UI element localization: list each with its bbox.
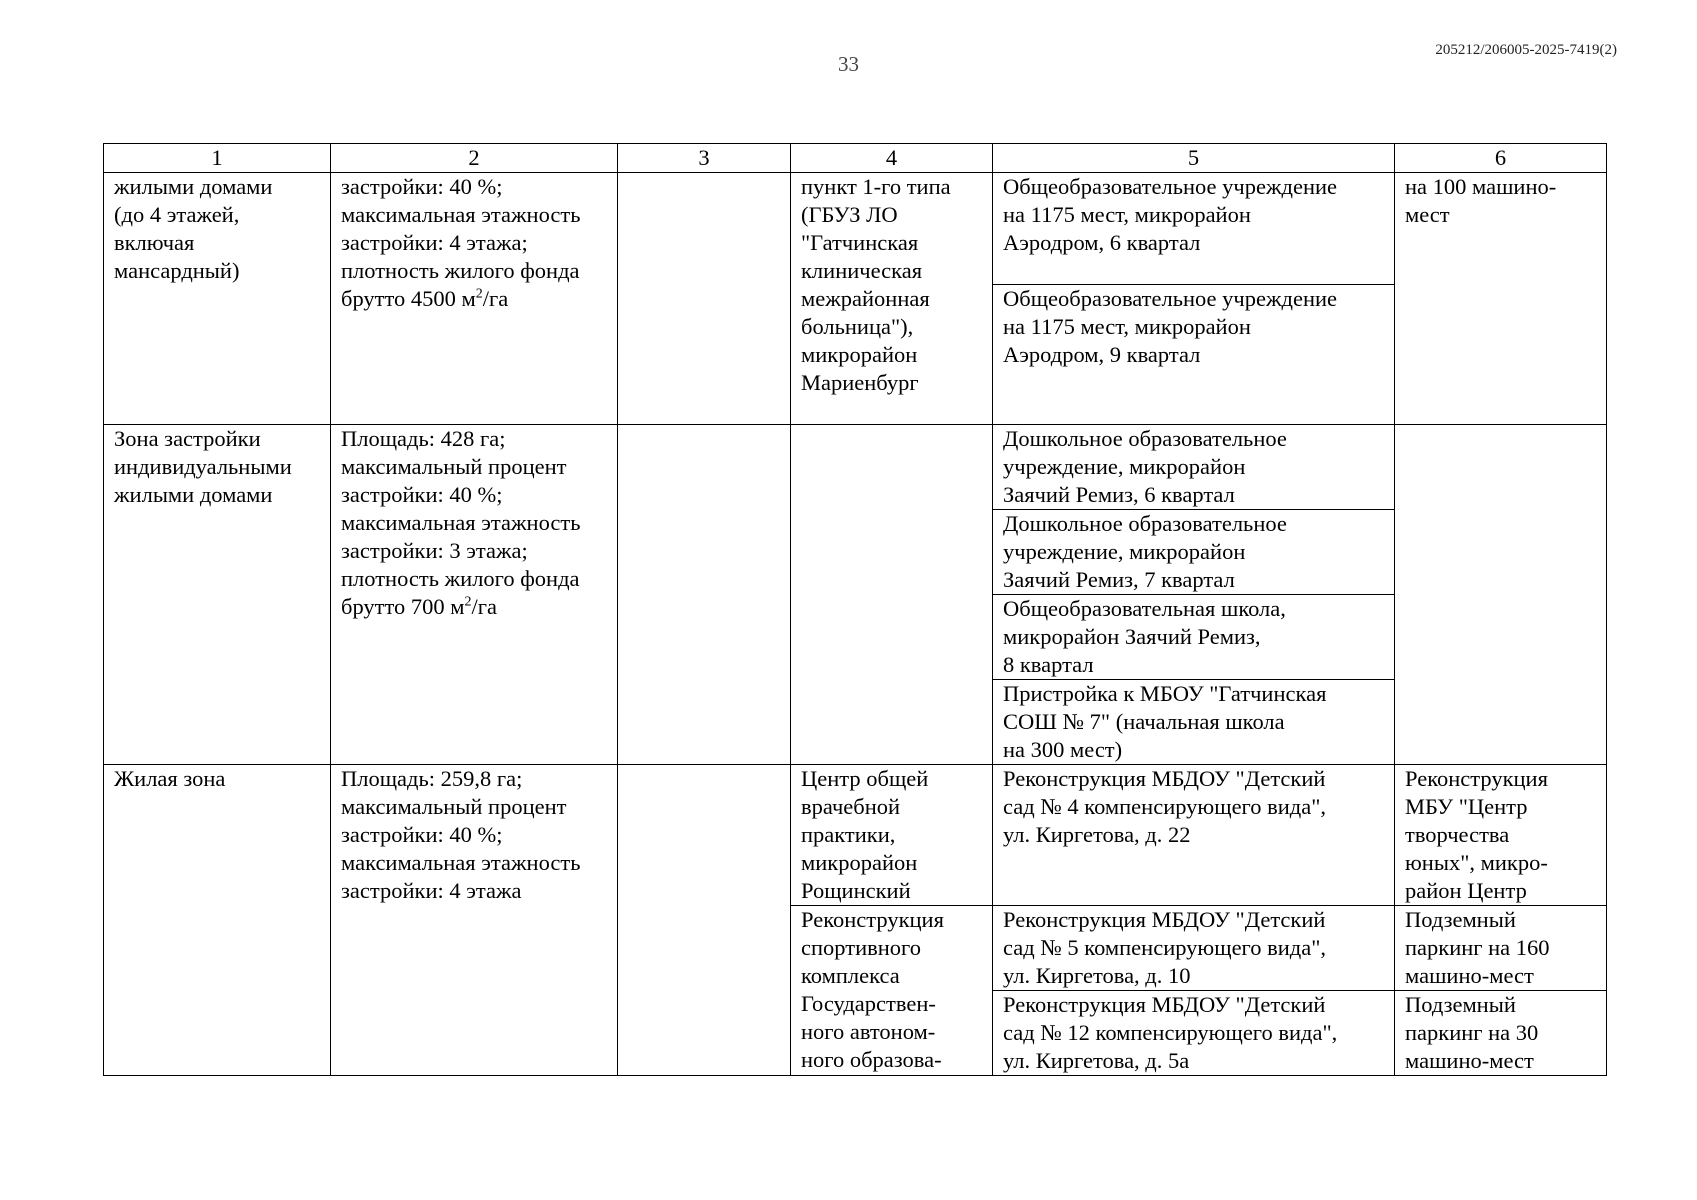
cell-line: паркинг на 160: [1405, 935, 1550, 960]
empty-cell: [1395, 425, 1607, 765]
cell-line: учреждение, микрорайон: [1003, 454, 1246, 479]
cell-line: Реконструкция: [1405, 766, 1548, 791]
cell-line: Зона застройки: [114, 426, 261, 451]
education-facility-cell: [993, 765, 1395, 906]
cell-line: плотность жилого фонда: [341, 566, 580, 591]
cell-line: сад № 5 компенсирующего вида",: [1003, 935, 1327, 960]
density-text: брутто 700 м: [341, 594, 465, 619]
cell-line: Мариенбург: [801, 370, 919, 395]
empty-cell: [791, 425, 993, 765]
parking-cell: [1395, 906, 1607, 991]
education-facility-cell: [993, 510, 1395, 595]
cell-line: на 1175 мест, микрорайон: [1003, 202, 1251, 227]
cell-line: сад № 12 компенсирующего вида",: [1003, 1020, 1338, 1045]
cell-line: ул. Киргетова, д. 5а: [1003, 1048, 1190, 1073]
empty-cell: [618, 425, 791, 765]
facility-cell: [791, 765, 993, 906]
cell-line: комплекса: [801, 963, 900, 988]
cell-line: включая: [114, 230, 195, 255]
column-number: 1: [104, 144, 331, 173]
cell-line: больница"),: [801, 314, 914, 339]
cell-line: Подземный: [1405, 907, 1516, 932]
cell-line: на 300 мест): [1003, 737, 1123, 762]
cell-line: МБУ "Центр: [1405, 794, 1528, 819]
cell-line: плотность жилого фонда: [341, 258, 580, 283]
cell-line: мест: [1405, 202, 1450, 227]
education-facility-cell: [993, 173, 1395, 285]
cell-line: клиническая: [801, 258, 923, 283]
cell-line: учреждение, микрорайон: [1003, 539, 1246, 564]
cell-line: застройки: 40 %;: [341, 174, 503, 199]
cell-line: на 1175 мест, микрорайон: [1003, 314, 1251, 339]
cell-line: (до 4 этажей,: [114, 202, 240, 227]
cell-line: Государствен-: [801, 991, 936, 1016]
cell-line: Площадь: 259,8 га;: [341, 766, 523, 791]
cell-line: 8 квартал: [1003, 652, 1094, 677]
cell-line: "Гатчинская: [801, 230, 919, 255]
education-facility-cell: [993, 680, 1395, 765]
cell-line: Центр общей: [801, 766, 929, 791]
cell-line: ул. Киргетова, д. 22: [1003, 822, 1191, 847]
cell-line: спортивного: [801, 935, 921, 960]
cell-line: Пристройка к МБОУ "Гатчинская: [1003, 681, 1327, 706]
empty-cell: [618, 765, 791, 1076]
cell-line: врачебной: [801, 794, 901, 819]
cell-line: [341, 285, 607, 313]
zone-name-cell: [104, 173, 331, 425]
cell-line: (ГБУЗ ЛО: [801, 202, 898, 227]
culture-facility-cell: [1395, 765, 1607, 906]
cell-line: на 100 машино-: [1405, 174, 1557, 199]
cell-line: микрорайон Заячий Ремиз,: [1003, 624, 1261, 649]
cell-line: район Центр: [1405, 878, 1527, 903]
parking-cell: [1395, 991, 1607, 1076]
cell-line: Реконструкция: [801, 907, 944, 932]
cell-line: Дошкольное образовательное: [1003, 511, 1287, 536]
cell-line: Аэродром, 9 квартал: [1003, 342, 1201, 367]
column-number: 4: [791, 144, 993, 173]
superscript: 2: [475, 286, 483, 302]
column-number: 2: [331, 144, 618, 173]
cell-line: сад № 4 компенсирующего вида",: [1003, 794, 1327, 819]
column-number: 3: [618, 144, 791, 173]
cell-line: микрорайон: [801, 850, 918, 875]
cell-line: Общеобразовательная школа,: [1003, 596, 1286, 621]
facility-cell: [791, 173, 993, 425]
cell-line: максимальный процент: [341, 454, 567, 479]
cell-line: СОШ № 7" (начальная школа: [1003, 709, 1285, 734]
cell-line: Аэродром, 6 квартал: [1003, 230, 1201, 255]
page-number: 33: [838, 52, 859, 76]
education-facility-cell: [993, 595, 1395, 680]
cell-line: застройки: 4 этажа: [341, 878, 522, 903]
document-id: 205212/206005-2025-7419(2): [1435, 42, 1617, 58]
cell-line: практики,: [801, 822, 896, 847]
superscript: 2: [464, 594, 472, 610]
zoning-table: [103, 143, 1607, 1076]
cell-line: Реконструкция МБДОУ "Детский: [1003, 766, 1326, 791]
cell-line: Общеобразовательное учреждение: [1003, 286, 1338, 311]
table-row: [104, 765, 1607, 906]
cell-line: ного образова-: [801, 1047, 942, 1072]
cell-line: максимальная этажность: [341, 202, 581, 227]
table-row: [104, 425, 1607, 510]
zone-parameters-cell: [331, 425, 618, 765]
cell-line: максимальный процент: [341, 794, 567, 819]
cell-line: Рощинский: [801, 878, 911, 903]
zone-name-cell: [104, 425, 331, 765]
cell-line: юных", микро-: [1405, 850, 1548, 875]
cell-line: мансардный): [114, 258, 240, 283]
parking-cell: [1395, 173, 1607, 425]
column-number: 6: [1395, 144, 1607, 173]
cell-line: Площадь: 428 га;: [341, 426, 506, 451]
cell-line: застройки: 4 этажа;: [341, 230, 528, 255]
education-facility-cell: [993, 285, 1395, 425]
empty-cell: [618, 173, 791, 425]
cell-line: застройки: 40 %;: [341, 822, 503, 847]
cell-line: ного автоном-: [801, 1019, 936, 1044]
cell-line: максимальная этажность: [341, 510, 581, 535]
density-unit: /га: [482, 286, 509, 311]
cell-line: [341, 593, 607, 621]
cell-line: жилыми домами: [114, 482, 273, 507]
density-text: брутто 4500 м: [341, 286, 476, 311]
cell-line: Заячий Ремиз, 7 квартал: [1003, 567, 1235, 592]
cell-line: машино-мест: [1405, 963, 1534, 988]
cell-line: застройки: 3 этажа;: [341, 538, 528, 563]
zone-parameters-cell: [331, 765, 618, 1076]
cell-line: жилыми домами: [114, 174, 273, 199]
cell-line: творчества: [1405, 822, 1510, 847]
zone-parameters-cell: [331, 173, 618, 425]
cell-line: застройки: 40 %;: [341, 482, 503, 507]
cell-line: паркинг на 30: [1405, 1020, 1539, 1045]
cell-line: индивидуальными: [114, 454, 292, 479]
cell-line: Заячий Ремиз, 6 квартал: [1003, 482, 1235, 507]
cell-line: Жилая зона: [114, 766, 226, 791]
column-number: 5: [993, 144, 1395, 173]
cell-line: Реконструкция МБДОУ "Детский: [1003, 907, 1326, 932]
cell-line: Подземный: [1405, 992, 1516, 1017]
cell-line: пункт 1-го типа: [801, 174, 951, 199]
table-row: [104, 173, 1607, 285]
education-facility-cell: [993, 991, 1395, 1076]
cell-line: межрайонная: [801, 286, 930, 311]
facility-cell: [791, 906, 993, 1076]
education-facility-cell: [993, 425, 1395, 510]
table-header-row: [104, 144, 1607, 173]
cell-line: Дошкольное образовательное: [1003, 426, 1287, 451]
zone-name-cell: [104, 765, 331, 1076]
cell-line: ул. Киргетова, д. 10: [1003, 963, 1191, 988]
cell-line: Общеобразовательное учреждение: [1003, 174, 1338, 199]
education-facility-cell: [993, 906, 1395, 991]
cell-line: микрорайон: [801, 342, 918, 367]
density-unit: /га: [471, 594, 497, 619]
cell-line: максимальная этажность: [341, 850, 581, 875]
cell-line: Реконструкция МБДОУ "Детский: [1003, 992, 1326, 1017]
cell-line: машино-мест: [1405, 1048, 1534, 1073]
